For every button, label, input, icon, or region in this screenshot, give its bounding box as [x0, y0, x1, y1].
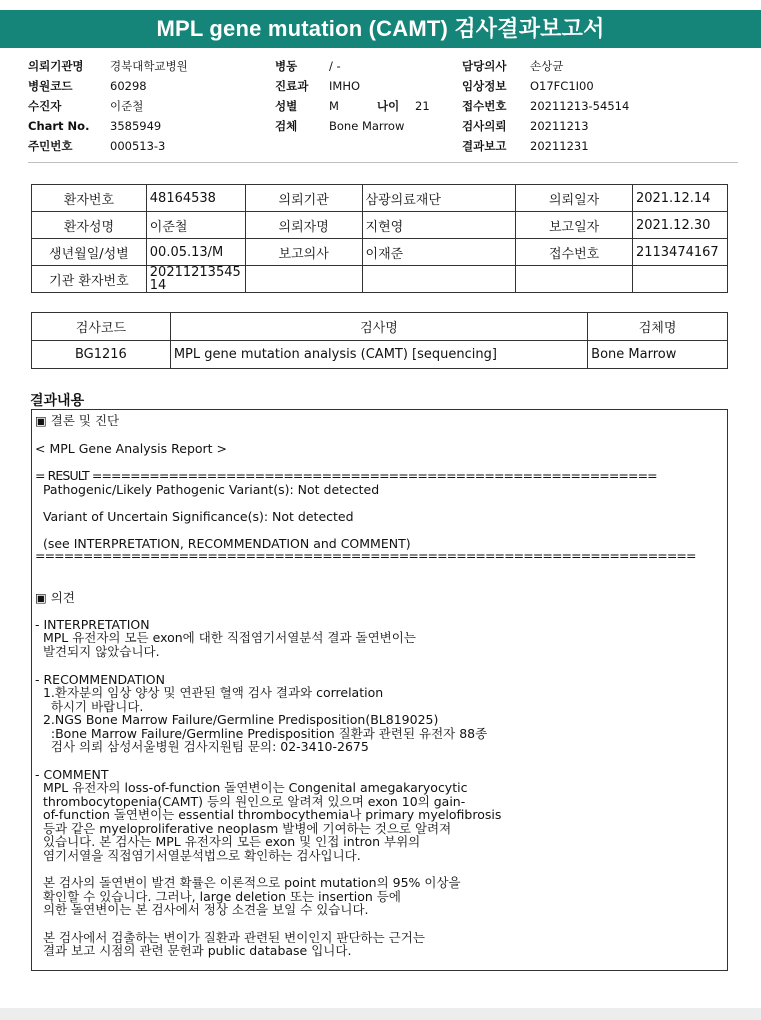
result-line: 본 검사에서 검출하는 변이가 질환과 관련된 변이인지 판단하는 근거는	[35, 930, 425, 945]
label-request-date: 검사의뢰	[462, 119, 507, 133]
result-line: - COMMENT	[35, 767, 109, 782]
table-row	[32, 266, 728, 293]
cell-empty	[362, 266, 516, 293]
report-title: MPL gene mutation (CAMT) 검사결과보고서	[0, 10, 761, 48]
cell-label: 의뢰기관	[245, 185, 362, 212]
result-line: ▣ 의견	[35, 590, 75, 605]
value-report-date: 20211231	[530, 139, 589, 153]
cell-test-name: MPL gene mutation analysis (CAMT) [sequencing]	[170, 341, 587, 369]
label-department: 진료과	[275, 79, 309, 93]
result-line: 있습니다. 본 검사는 MPL 유전자의 모든 exon 및 인접 intron 부위의	[35, 834, 421, 849]
cell-label: 접수번호	[516, 239, 633, 266]
label-examinee: 수진자	[28, 99, 62, 113]
result-line: < MPL Gene Analysis Report >	[35, 441, 228, 456]
cell-empty	[245, 266, 362, 293]
cell-empty	[516, 266, 633, 293]
label-ward: 병동	[275, 59, 298, 73]
result-line: 등과 같은 myeloproliferative neoplasm 발병에 기여하는 것으로 알려져	[35, 821, 452, 836]
table-row	[32, 185, 728, 212]
table-row	[32, 212, 728, 239]
cell-test-code: BG1216	[32, 341, 171, 369]
cell-label: 생년월일/성별	[32, 239, 147, 266]
label-receipt-no: 접수번호	[462, 99, 507, 113]
value-hospital-code: 60298	[110, 79, 147, 93]
result-line: ▣ 결론 및 진단	[35, 413, 120, 428]
value-chart-no: 3585949	[110, 119, 162, 133]
value-examinee: 이준철	[110, 99, 144, 113]
result-line: MPL 유전자의 모든 exon에 대한 직접염기서열분석 결과 돌연변이는	[35, 630, 416, 645]
result-line: 1.환자분의 임상 양상 및 연관된 혈액 검사 결과와 correlation	[35, 685, 384, 700]
value-resident-no: 000513-3	[110, 139, 166, 153]
result-line: of-function 돌연변이는 essential thrombocythemia나 primary myelofibrosis	[35, 807, 502, 822]
label-resident-no: 주민번호	[28, 139, 73, 153]
value-doctor: 손상균	[530, 59, 564, 73]
cell-value: 00.05.13/M	[146, 239, 245, 266]
label-sex: 성별	[275, 99, 298, 113]
cell-value: 20211213545 14	[146, 266, 245, 293]
cell-label: 환자번호	[32, 185, 147, 212]
value-ward: / -	[329, 59, 341, 73]
header-test-code: 검사코드	[32, 313, 171, 341]
page-bottom-margin	[0, 1008, 761, 1020]
result-line: 하시기 바랍니다.	[35, 699, 144, 714]
value-department: IMHO	[329, 79, 361, 93]
label-hospital-code: 병원코드	[28, 79, 73, 93]
result-section-title: 결과내용	[30, 393, 85, 409]
value-age: 21	[415, 99, 430, 113]
result-line: thrombocytopenia(CAMT) 등의 원인으로 알려져 있으며 exon 10의 gain-	[35, 794, 466, 809]
table-header-row	[32, 313, 728, 341]
header-col-1	[28, 56, 188, 156]
cell-label: 기관 환자번호	[32, 266, 147, 293]
cell-value: 2021.12.30	[632, 212, 727, 239]
value-receipt-no: 20211213-54514	[530, 99, 630, 113]
result-line: 2.NGS Bone Marrow Failure/Germline Predisposition(BL819025)	[35, 712, 439, 727]
result-line: Pathogenic/Likely Pathogenic Variant(s): Not detected	[35, 482, 380, 497]
cell-value: 48164538	[146, 185, 245, 212]
header-col-3	[462, 56, 629, 156]
cell-label: 의뢰자명	[245, 212, 362, 239]
header-divider	[28, 162, 738, 163]
cell-value: 삼광의료재단	[362, 185, 516, 212]
patient-info-table	[31, 184, 728, 293]
result-line: (see INTERPRETATION, RECOMMENDATION and COMMENT)	[35, 536, 411, 551]
result-line: MPL 유전자의 loss-of-function 돌연변이는 Congenital amegakaryocytic	[35, 780, 468, 795]
result-line: 결과 보고 시점의 관련 문헌과 public database 입니다.	[35, 943, 352, 958]
cell-label: 의뢰일자	[516, 185, 633, 212]
test-table	[31, 312, 728, 369]
result-line: 염기서열을 직접염기서열분석법으로 확인하는 검사입니다.	[35, 848, 361, 863]
result-line: 확인할 수 있습니다. 그러나, large deletion 또는 insertion 등에	[35, 889, 401, 904]
value-sex: M	[329, 99, 339, 113]
result-line: = RESULT ===========================================================	[35, 468, 657, 483]
result-line: 본 검사의 돌연변이 발견 확률은 이론적으로 point mutation의 95% 이상을	[35, 875, 461, 890]
label-hospital: 의뢰기관명	[28, 59, 84, 73]
cell-value: 지현영	[362, 212, 516, 239]
result-line: - INTERPRETATION	[35, 617, 150, 632]
label-doctor: 담당의사	[462, 59, 507, 73]
label-clinical-info: 임상정보	[462, 79, 507, 93]
value-specimen: Bone Marrow	[329, 119, 405, 133]
cell-value: 이재준	[362, 239, 516, 266]
cell-value: 2021.12.14	[632, 185, 727, 212]
result-line: - RECOMMENDATION	[35, 672, 165, 687]
header-test-name: 검사명	[170, 313, 587, 341]
value-hospital: 경북대학교병원	[110, 59, 188, 73]
result-line: :Bone Marrow Failure/Germline Predisposition 질환과 관련된 유전자 88종	[35, 726, 488, 741]
label-specimen: 검체	[275, 119, 298, 133]
cell-empty	[632, 266, 727, 293]
value-clinical-info: O17FC1I00	[530, 79, 594, 93]
cell-label: 보고일자	[516, 212, 633, 239]
cell-specimen-name: Bone Marrow	[588, 341, 728, 369]
cell-label: 보고의사	[245, 239, 362, 266]
label-chart-no: Chart No.	[28, 119, 90, 133]
cell-label: 환자성명	[32, 212, 147, 239]
result-line: Variant of Uncertain Significance(s): Not detected	[35, 509, 354, 524]
result-content-box	[31, 409, 728, 971]
table-row	[32, 239, 728, 266]
cell-value: 2113474167	[632, 239, 727, 266]
result-line: 검사 의뢰 삼성서울병원 검사지원팀 문의: 02-3410-2675	[35, 739, 369, 754]
header-col-2	[275, 56, 430, 136]
table-row	[32, 341, 728, 369]
label-report-date: 결과보고	[462, 139, 507, 153]
value-request-date: 20211213	[530, 119, 589, 133]
cell-value: 이준철	[146, 212, 245, 239]
result-line: 발견되지 않았습니다.	[35, 644, 160, 659]
result-line: =====================================================================	[35, 548, 696, 563]
header-specimen-name: 검체명	[588, 313, 728, 341]
label-age: 나이	[377, 99, 400, 113]
result-line: 의한 돌연변이는 본 검사에서 정상 소견을 보일 수 있습니다.	[35, 902, 369, 917]
